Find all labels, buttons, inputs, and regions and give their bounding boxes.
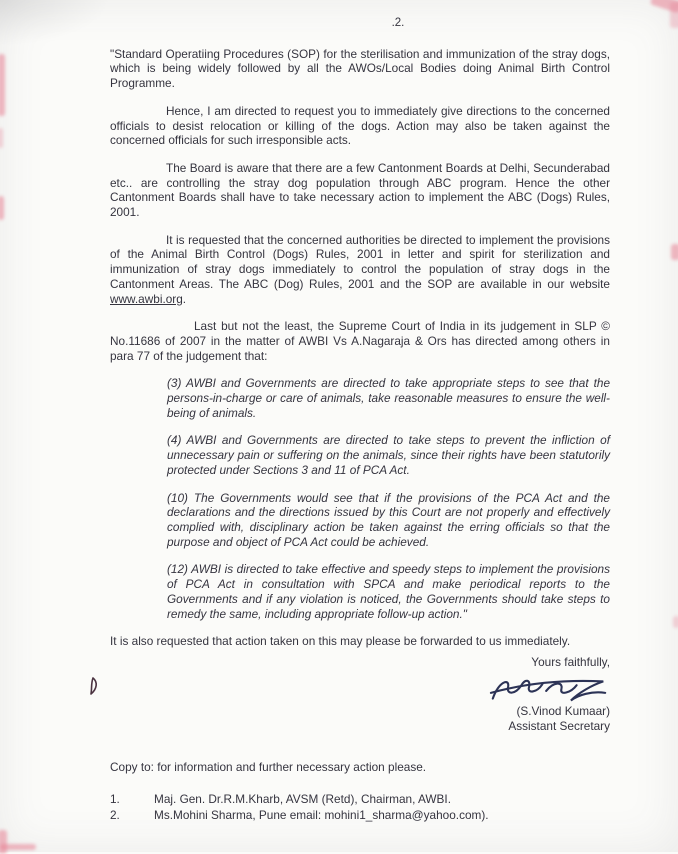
paragraph-abc-rules [110,233,610,307]
signatory-title: Assistant Secretary [508,718,610,733]
copy-item-text: Ms.Mohini Sharma, Pune email: mohini1_sharma@yahoo.com). [154,808,489,823]
paragraph-supreme-court: Last but not the least, the Supreme Court of India in its judgement in SLP © No.11686 of 2007 in the matter of AWBI Vs A.Nagaraja & Ors has directed among others in para 77 of the judgement that: [110,319,610,363]
paragraph-directive: Hence, I am directed to request you to immediately give directions to the concerned officials to desist relocation or killing of the dogs. Action may also be taken against the concerned officials for such irresponsible acts. [110,103,610,148]
paragraph-cantonment-boards: The Board is aware that there are a few Cantonment Boards at Delhi, Secunderabad etc.. are controlling the stray dog population through ABC program. Hence the other Cantonment Boards shall have to take necessary action to implement the ABC (Dogs) Rules, 2001. [110,160,610,220]
quote-para-10: (10) The Governments would see that if the provisions of the PCA Act and the declarations and the directions issued by this Court are not properly and effectively complied with, disciplinary action be taken against the erring officials so that the purpose and object of PCA Act could be achieved. [167,490,610,549]
quote-para-3: (3) AWBI and Governments are directed to take appropriate steps to see that the persons-in-charge or care of animals, take reasonable measures to ensure the well-being of animals. [167,376,610,420]
copy-list [110,791,610,824]
copy-item-number: 2. [110,808,120,823]
copy-to-note: Copy to: for information and further necessary action please. [110,759,427,774]
page-number: .2. [391,17,405,29]
paragraph-action-request: It is also requested that action taken on this may please be forwarded to us immediately. [110,634,571,649]
copy-item-number: 1. [110,791,120,806]
closing-salutation: Yours faithfully, [531,654,610,669]
signatory-name: (S.Vinod Kumaar) [516,703,610,718]
paragraph-abc-rules-period: . [182,291,187,306]
paragraph-abc-rules-text: It is requested that the concerned authorities be directed to implement the provisions of the Animal Birth Control (Dogs) Rules, 2001 in letter and spirit for sterilization and immunization of stray dogs immediately to control the population of stray dogs in the Cantonment Areas. The ABC (Dog) Rules, 2001 and the SOP are available in our website [110,232,610,291]
closing-block [400,655,610,734]
paragraph-sop: "Standard Operatiing Procedures (SOP) for the sterilisation and immunization of the stray dogs, which is being widely followed by all the AWOs/Local Bodies doing Animal Birth Control Programme. [110,46,610,91]
quote-para-12: (12) AWBI is directed to take effective and speedy steps to implement the provisions of PCA Act in consultation with SPCA and make periodical reports to the Governments and if any violation is noticed, the Governments should take steps to remedy the same, including appropriate follow-up action." [167,562,610,621]
copy-list-item [110,791,610,808]
quote-para-4: (4) AWBI and Governments are directed to take steps to prevent the infliction of unnecessary pain or suffering on the animals, since their rights have been statutorily protected under Sections 3 and 11 of PCA Act. [167,433,610,477]
copy-list-item [110,807,610,824]
copy-item-text: Maj. Gen. Dr.R.M.Kharb, AVSM (Retd), Chairman, AWBI. [154,791,451,806]
awbi-website-link: www.awbi.org [110,291,183,306]
